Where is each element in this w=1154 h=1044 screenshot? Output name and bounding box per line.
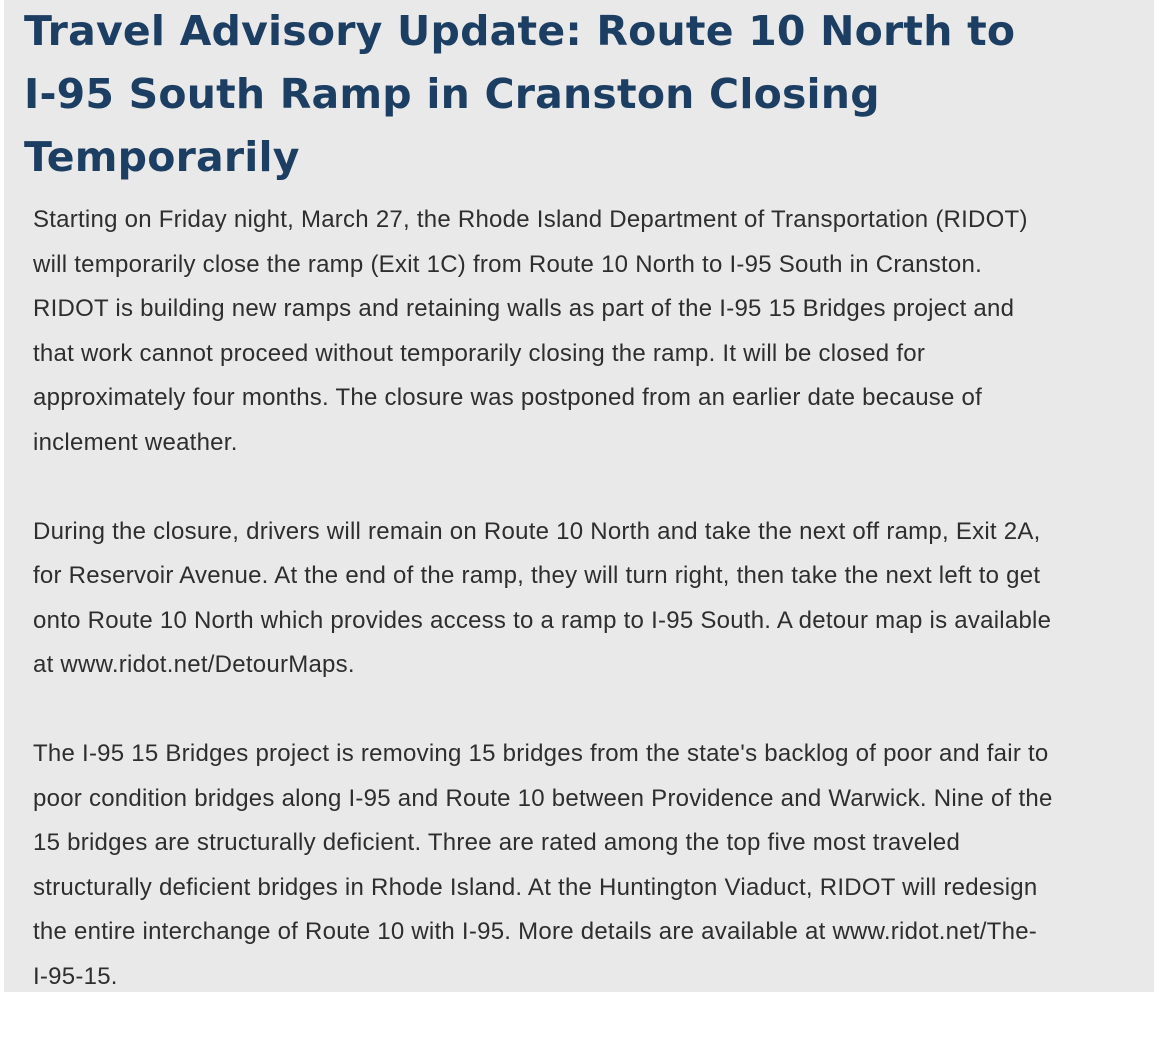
article-paragraph-closure: Starting on Friday night, March 27, the Rhode Island Department of Transportation (RIDOT) will temporarily close the ramp (Exit 1C) from Route 10 North to I-95 South in Cranston. RIDOT is building new ramps and retaining walls as part of the I-95 15 Bridges project and that work cannot proceed without temporarily closing the ramp. It will be closed for approximately four months. The closure was postponed from an earlier date because of inclement weather. <box>33 206 1028 456</box>
article-paragraph-project: The I-95 15 Bridges project is removing 15 bridges from the state's backlog of poor and fair to poor condition bridges along I-95 and Route 10 between Providence and Warwick. Nine of the 15 bridges are structurally deficient. Three are rated among the top five most traveled structurally deficient bridges in Rhode Island. At the Huntington Viaduct, RIDOT will redesign the entire interchange of Route 10 with I-95. More details are available at www.ridot.net/The- I-95-15. <box>33 740 1053 990</box>
article-body <box>33 198 1151 1044</box>
article-panel <box>4 0 1154 992</box>
article-title: Travel Advisory Update: Route 10 North to I-95 South Ramp in Cranston Closing Temporarily <box>24 7 1016 181</box>
article-paragraph-detour: During the closure, drivers will remain on Route 10 North and take the next off ramp, Exit 2A, for Reservoir Avenue. At the end of the ramp, they will turn right, then take the next left to get onto Route 10 North which provides access to a ramp to I-95 South. A detour map is available at www.ridot.net/DetourMaps. <box>33 517 1052 678</box>
